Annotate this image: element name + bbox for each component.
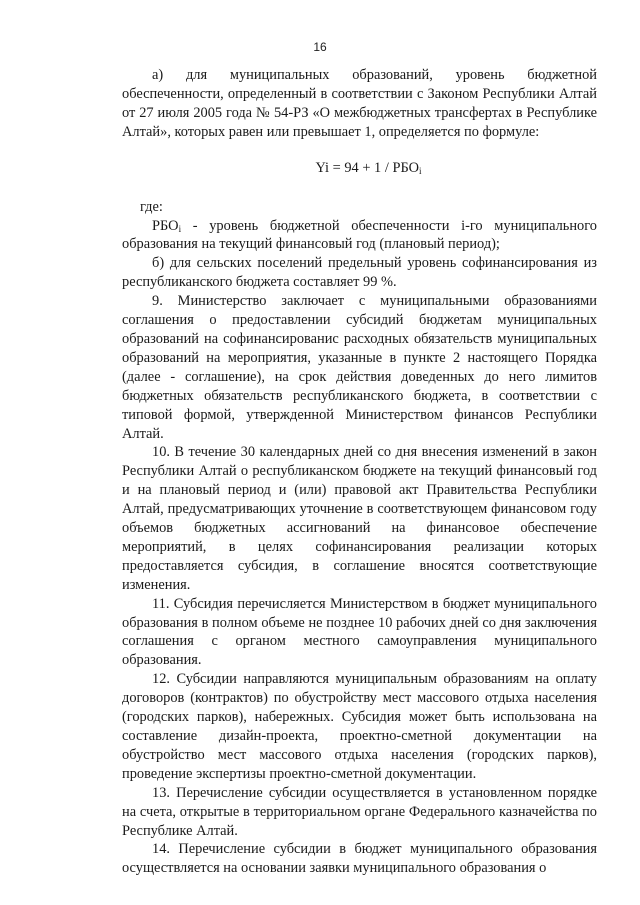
paragraph-a: а) для муниципальных образований, уровень бюджетной обеспеченности, определенный в соответствии с Законом Республики Алтай от 27 июля 2005 года № 54-РЗ «О межбюджетных трансфертах в Республике Алтай», которых равен или превышает 1, определяется по формуле: [122, 67, 597, 140]
rbo-symbol: РБО [152, 217, 179, 234]
paragraph-13: 13. Перечисление субсидии осуществляется в установленном порядке на счета, открытые в территориальном органе Федерального казначейства по Республике Алтай. [122, 784, 597, 839]
paragraph-rbo-definition [122, 217, 597, 255]
rbo-subscript: i [178, 223, 182, 234]
paragraph-10: 10. В течение 30 календарных дней со дня внесения изменений в закон Республики Алтай о республиканском бюджете на текущий финансовый год и на плановый период и (или) правовой акт Правительства Республики Алтай, предусматривающих уточнение в соответствующем финансовом году объемов бюджетных ассигнований на финансовое обеспечение мероприятий, в целях софинансирования реализации которых предоставляется субсидия, в соглашение вносятся соответствующие изменения. [122, 444, 597, 593]
paragraph-9: 9. Министерство заключает с муниципальными образованиями соглашения о предоставлении субсидий бюджетам муниципальных образований на софинансированис расходных обязательств муниципальных образований на мероприятия, указанные в пункте 2 настоящего Порядка (далее - соглашение), на срок действия доведенных до него лимитов бюджетных обязательств республиканского бюджета, в соответствии с типовой формой, утвержденной Министерством финансов Республики Алтай. [122, 293, 597, 442]
paragraph-14: 14. Перечисление субсидии в бюджет муниципального образования осуществляется на основании заявки муниципального образования о [122, 841, 597, 877]
where-label: где: [140, 198, 163, 215]
formula-subscript: i [419, 165, 422, 176]
formula-expression: Yi = 94 + 1 / РБО [315, 159, 420, 176]
paragraph-11: 11. Субсидия перечисляется Министерством в бюджет муниципального образования в полном объеме не позднее 10 рабочих дней со дня заключения соглашения с органом местного самоуправления муниципального образования. [122, 595, 597, 669]
paragraph-12: 12. Субсидии направляются муниципальным образованиям на оплату договоров (контрактов) по обустройству мест массового отдыха населения (городских парков), набережных. Субсидия может быть использована на составление дизайн-проекта, проектно-сметной документации на обустройство мест массового отдыха населения (городских парков), проведение экспертизы проектно-сметной документации. [122, 671, 597, 782]
rbo-definition-text: - уровень бюджетной обеспеченности i-го муниципального образования на текущий финансовый год (плановый период); [122, 217, 597, 253]
paragraph-b: б) для сельских поселений предельный уровень софинансирования из республиканского бюджета составляет 99 %. [122, 255, 597, 291]
formula [140, 159, 597, 178]
document-body [122, 66, 597, 878]
page-number: 16 [313, 40, 327, 54]
